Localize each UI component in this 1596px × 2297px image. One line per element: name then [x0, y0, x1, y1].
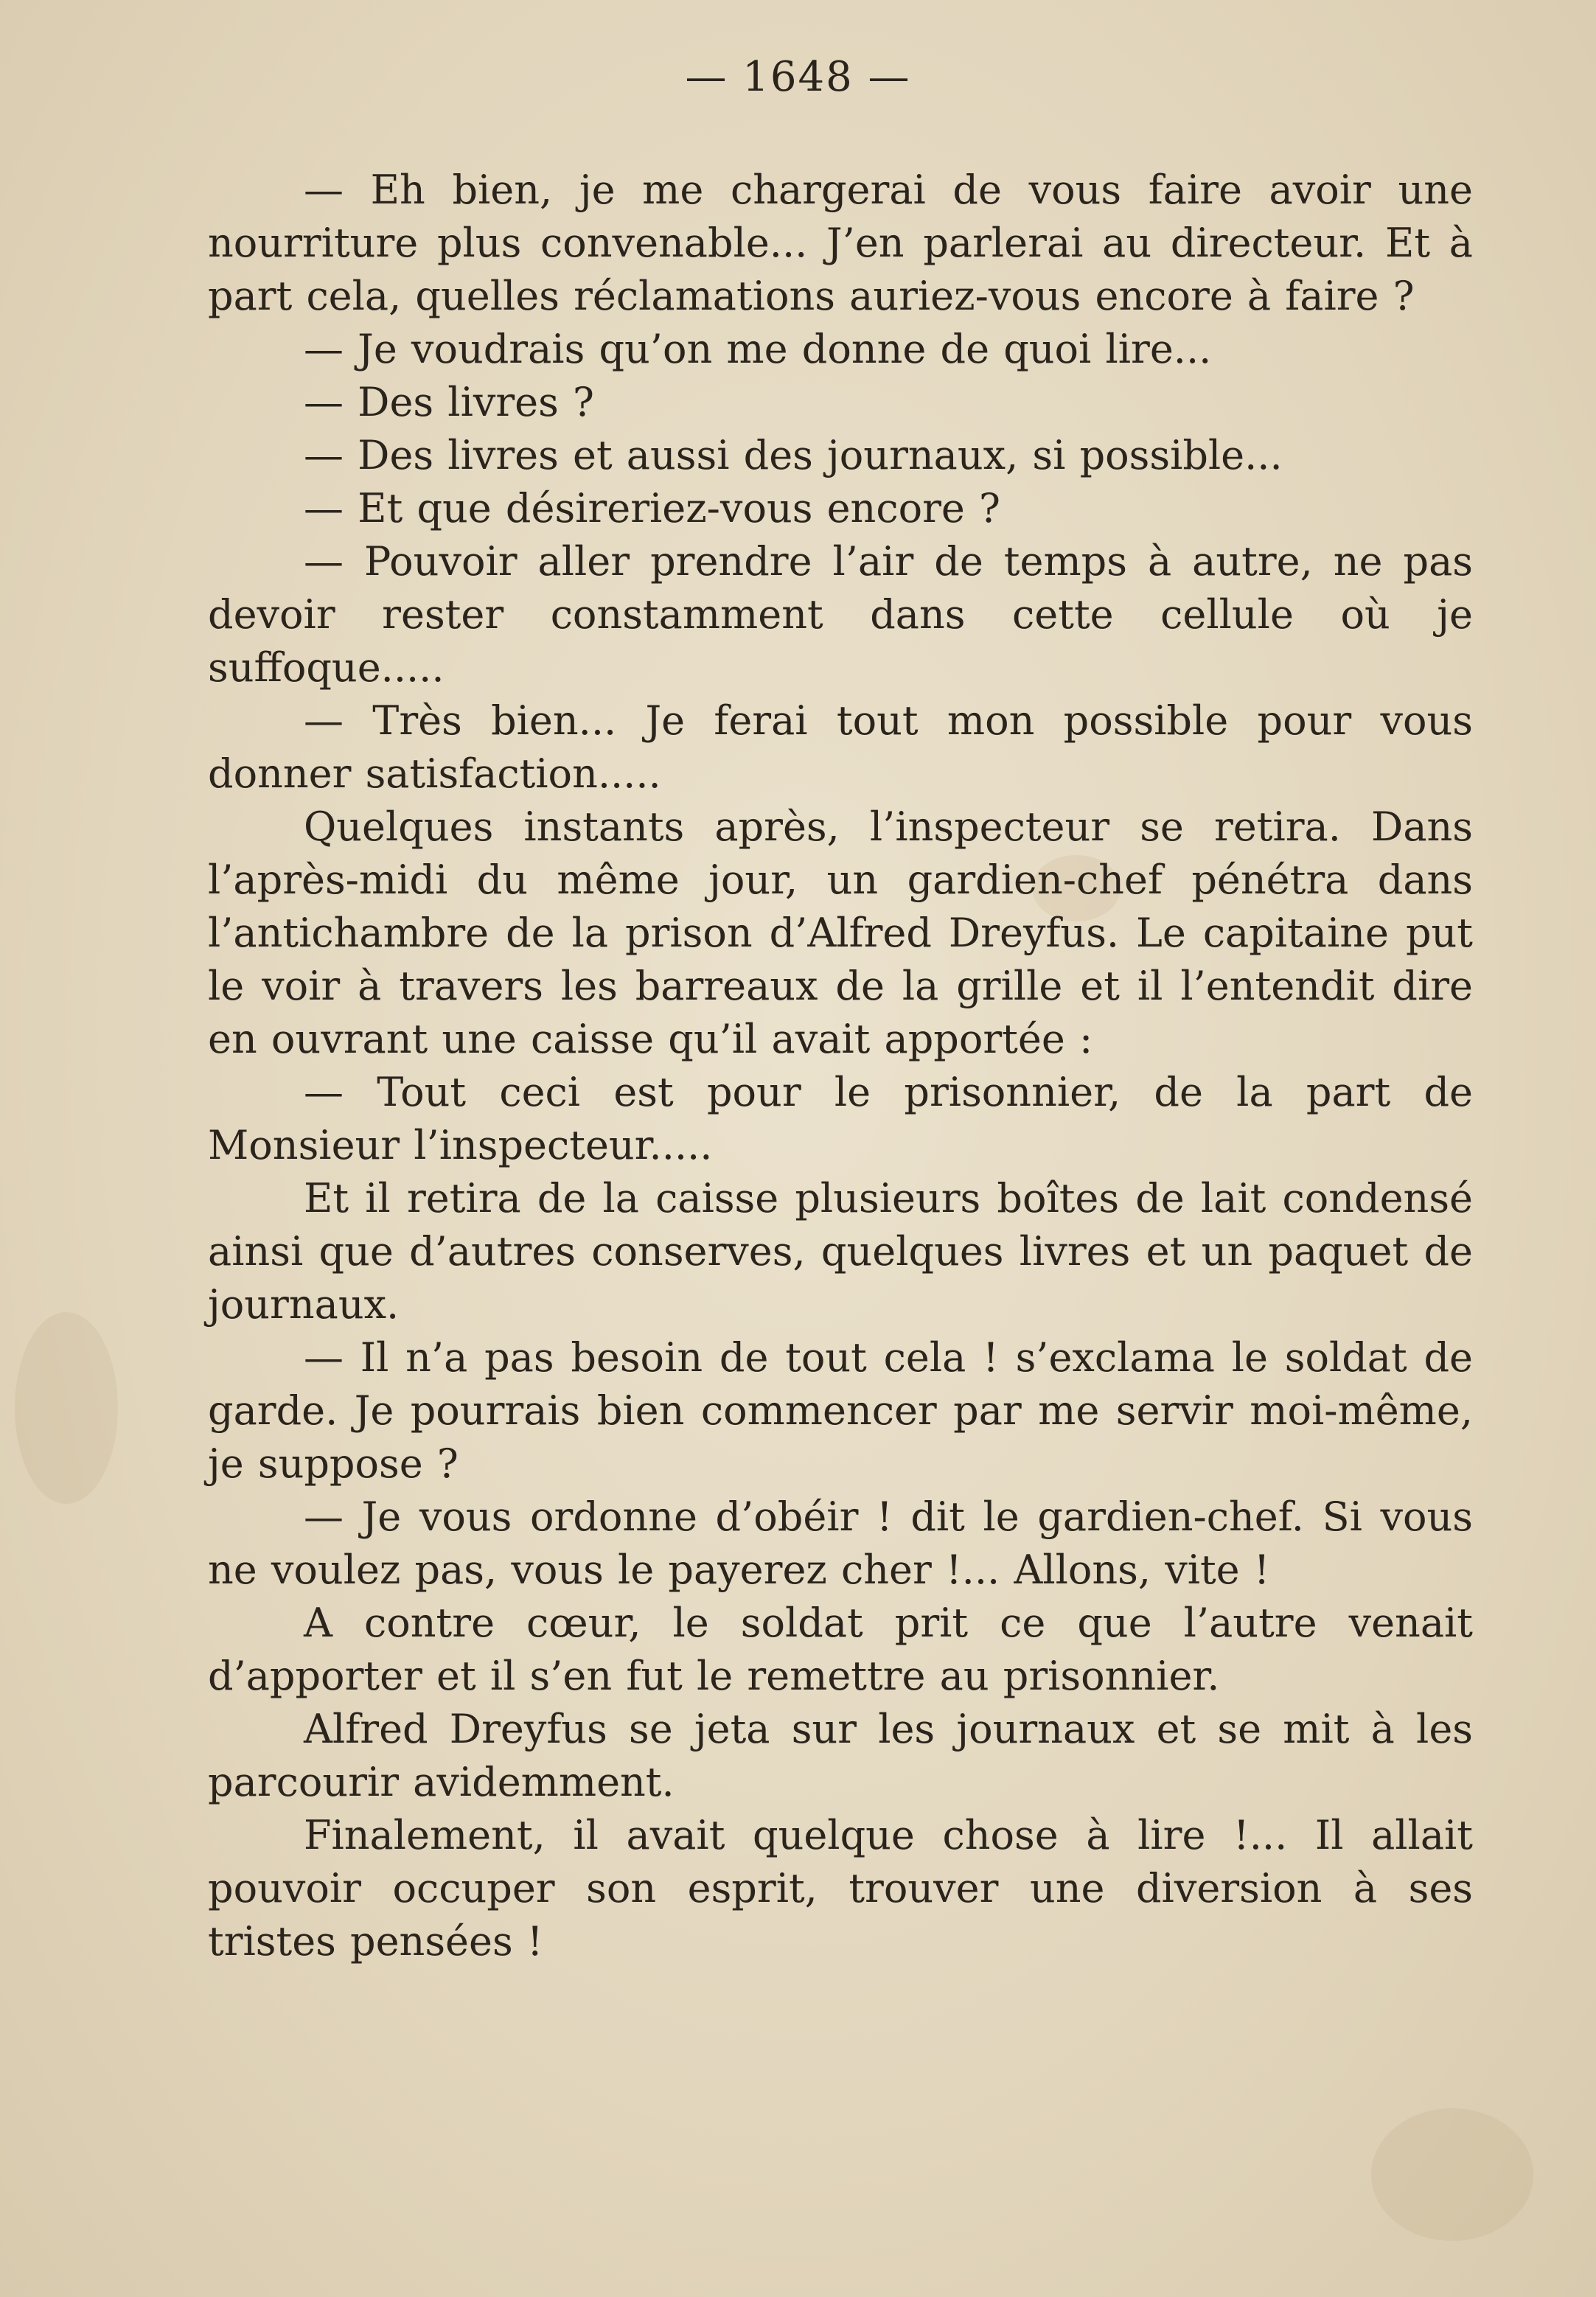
paragraph: — Pouvoir aller prendre l’air de temps à autre, ne pas devoir rester constamment dans cette cellule où je suffoque.....: [208, 538, 1473, 691]
paragraph: — Des livres ?: [304, 379, 594, 425]
page-number: — 1648 —: [685, 53, 911, 101]
paragraph: — Il n’a pas besoin de tout cela ! s’exclama le soldat de garde. Je pourrais bien commencer par me servir moi-même, je suppose ?: [208, 1334, 1473, 1487]
paragraph: Quelques instants après, l’inspecteur se retira. Dans l’après-midi du même jour, un gardien-chef pénétra dans l’antichambre de la prison d’Alfred Dreyfus. Le capitaine put le voir à travers les barreaux de la grille et il l’entendit dire en ouvrant une caisse qu’il avait apportée :: [208, 804, 1473, 1062]
paragraph: A contre cœur, le soldat prit ce que l’autre venait d’apporter et il s’en fut le remettre au prisonnier.: [208, 1600, 1473, 1699]
paragraph: Et il retira de la caisse plusieurs boîtes de lait condensé ainsi que d’autres conserves, quelques livres et un paquet de journaux.: [208, 1175, 1473, 1328]
paragraph: — Des livres et aussi des journaux, si possible...: [304, 432, 1283, 478]
paper-stain: [15, 1312, 118, 1504]
paragraph: — Eh bien, je me chargerai de vous faire avoir une nourriture plus convenable... J’en parlerai au directeur. Et à part cela, quelles réclamations auriez-vous encore à faire ?: [208, 167, 1473, 319]
paragraph: — Et que désireriez-vous encore ?: [304, 485, 1000, 531]
paper-stain: [1371, 2108, 1533, 2241]
body-text: [208, 164, 1473, 1968]
paragraph: — Très bien... Je ferai tout mon possible pour vous donner satisfaction.....: [208, 697, 1473, 797]
paragraph: — Je voudrais qu’on me donne de quoi lire...: [304, 326, 1212, 372]
paragraph: Alfred Dreyfus se jeta sur les journaux et se mit à les parcourir avidemment.: [208, 1706, 1473, 1805]
paragraph: — Je vous ordonne d’obéir ! dit le gardien-chef. Si vous ne voulez pas, vous le payerez cher !... Allons, vite !: [208, 1493, 1473, 1593]
paragraph: Finalement, il avait quelque chose à lire !... Il allait pouvoir occuper son esprit, trouver une diversion à ses tristes pensées !: [208, 1812, 1473, 1965]
paragraph: — Tout ceci est pour le prisonnier, de la part de Monsieur l’inspecteur.....: [208, 1069, 1473, 1168]
